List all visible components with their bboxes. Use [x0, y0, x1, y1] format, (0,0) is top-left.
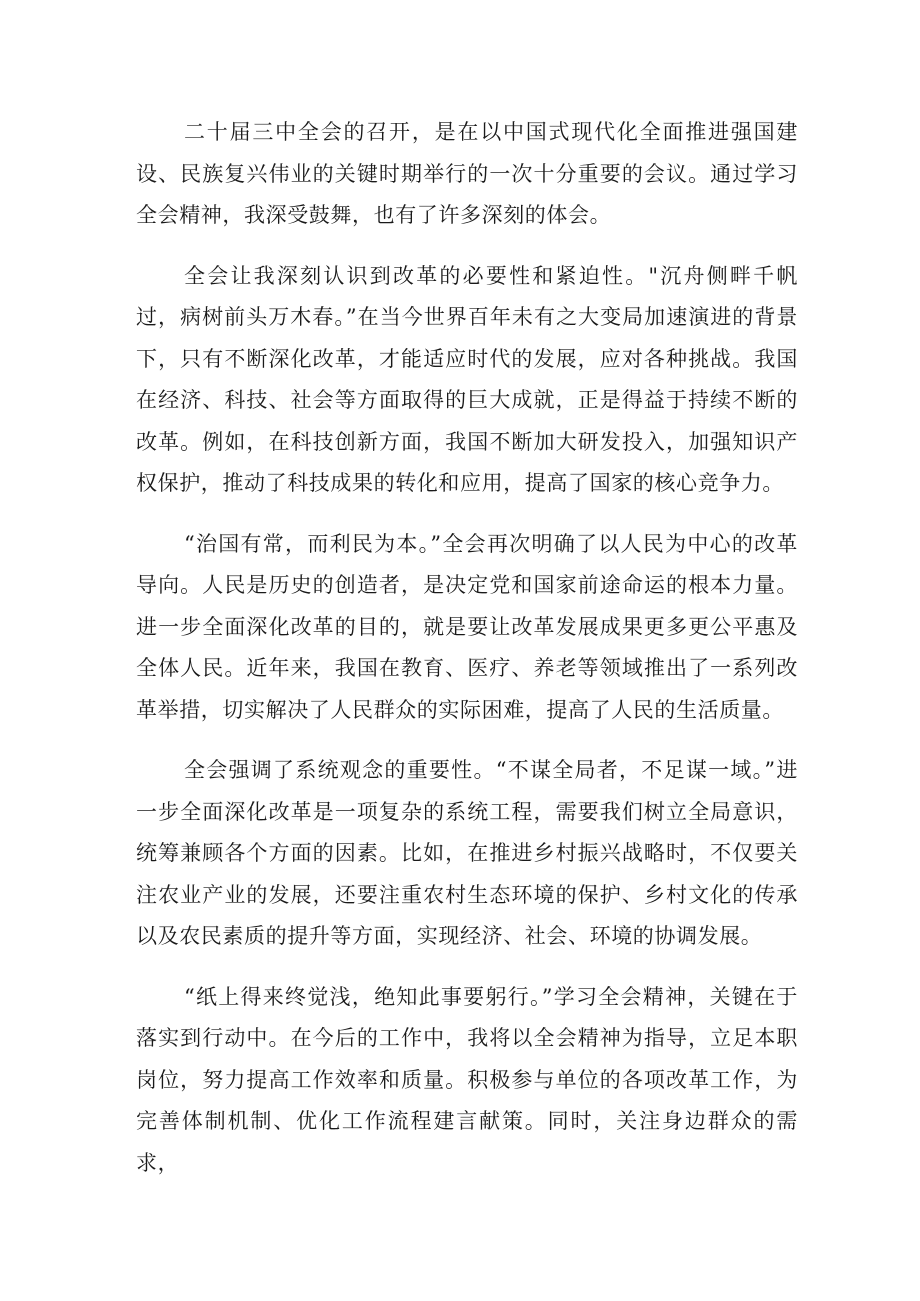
paragraph-2: 全会让我深刻认识到改革的必要性和紧迫性。"沉舟侧畔千帆过，病树前头万木春。”在当今世界百年未有之大变局加速演进的背景下，只有不断深化改革，才能适应时代的发展，应对各种挑战。我国在经济、科技、社会等方面取得的巨大成就，正是得益于持续不断的改革。例如，在科技创新方面，我国不断加大研发投入，加强知识产权保护，推动了科技成果的转化和应用，提高了国家的核心竞争力。 [136, 263, 798, 495]
paragraph-4: 全会强调了系统观念的重要性。“不谋全局者，不足谋一域。”进一步全面深化改革是一项复杂的系统工程，需要我们树立全局意识，统筹兼顾各个方面的因素。比如，在推进乡村振兴战略时，不仅要关注农业产业的发展，还要注重农村生态环境的保护、乡村文化的传承以及农民素质的提升等方面，实现经济、社会、环境的协调发展。 [136, 758, 798, 948]
document-body [136, 112, 798, 1203]
paragraph-3: “治国有常，而利民为本。”全会再次明确了以人民为中心的改革导向。人民是历史的创造者，是决定党和国家前途命运的根本力量。进一步全面深化改革的目的，就是要让改革发展成果更多更公平惠及全体人民。近年来，我国在教育、医疗、养老等领域推出了一系列改革举措，切实解决了人民群众的实际困难，提高了人民的生活质量。 [136, 531, 798, 722]
paragraph-1: 二十届三中全会的召开，是在以中国式现代化全面推进强国建设、民族复兴伟业的关键时期举行的一次十分重要的会议。通过学习全会精神，我深受鼓舞，也有了许多深刻的体会。 [136, 120, 798, 227]
paragraph-5: “纸上得来终觉浅，绝知此事要躬行。”学习全会精神，关键在于落实到行动中。在今后的工作中，我将以全会精神为指导，立足本职岗位，努力提高工作效率和质量。积极参与单位的各项改革工作，为完善体制机制、优化工作流程建言献策。同时，关注身边群众的需求， [136, 984, 798, 1175]
